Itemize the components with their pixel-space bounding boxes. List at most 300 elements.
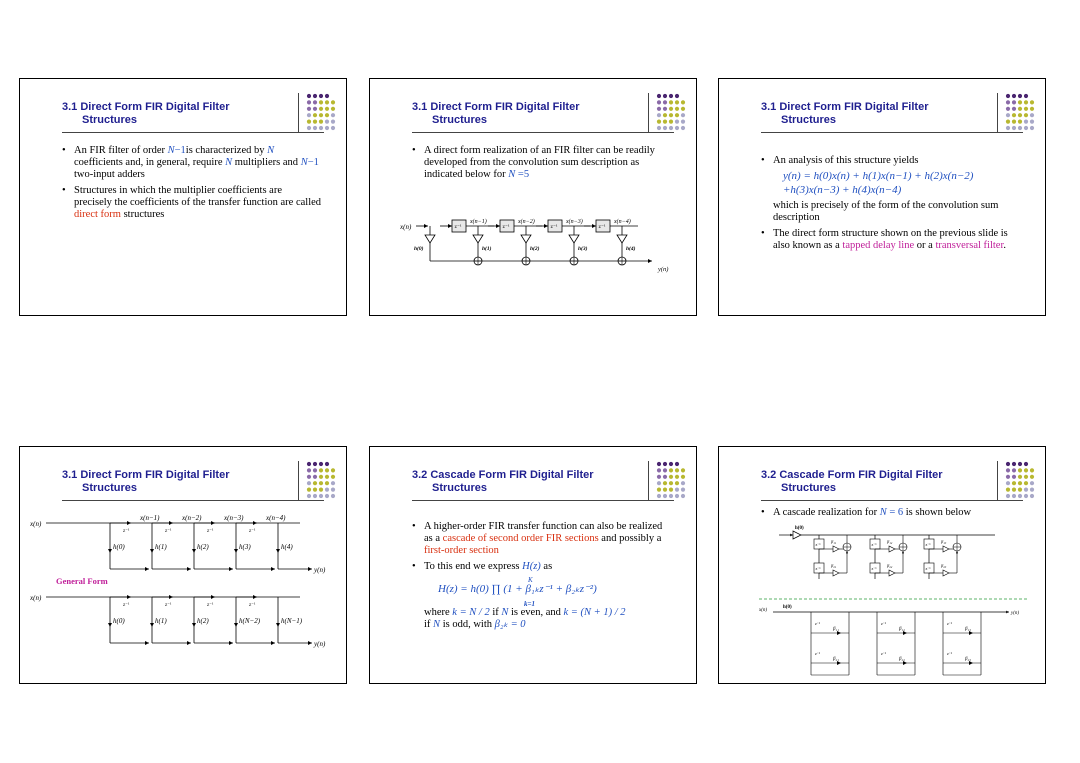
logo-dot xyxy=(307,100,311,104)
logo-dot xyxy=(1012,462,1016,466)
logo-dot xyxy=(307,488,311,492)
logo-dot xyxy=(1024,107,1028,111)
logo-dot xyxy=(1018,107,1022,111)
logo-dot xyxy=(1012,94,1016,98)
output-label: y(n) xyxy=(1011,611,1020,616)
multiplier-arrow xyxy=(234,549,238,553)
tap-label: x(n−4) xyxy=(614,219,631,225)
slide-body xyxy=(759,507,1021,523)
logo-dot xyxy=(331,475,335,479)
logo-dot xyxy=(313,126,317,130)
logo-dot xyxy=(1024,468,1028,472)
slide-title xyxy=(412,469,632,495)
logo-dot xyxy=(313,100,317,104)
bullet-1: • A cascade realization for N = 6 is shown below xyxy=(759,507,1021,519)
beta-label: β₁₃ xyxy=(941,539,947,544)
title-rule xyxy=(412,132,674,133)
explanation-text: which is precisely of the form of the convolution sum description xyxy=(773,200,999,223)
slide-body xyxy=(759,155,1021,256)
logo-dot xyxy=(313,494,317,498)
logo-dot xyxy=(1006,94,1010,98)
logo-dot xyxy=(1018,113,1022,117)
logo-dot xyxy=(325,475,329,479)
tap-label: x(n−1) xyxy=(140,514,160,522)
logo-dot xyxy=(1012,494,1016,498)
logo-dot xyxy=(675,120,679,124)
delay-label: z⁻¹ xyxy=(881,651,887,656)
logo-dot xyxy=(325,126,329,130)
logo-dot xyxy=(1024,113,1028,117)
bullet-1: • An analysis of this structure yields xyxy=(759,155,1021,167)
slide-title xyxy=(412,101,632,127)
logo-dot xyxy=(313,94,317,98)
delay-label: z⁻¹ xyxy=(925,542,931,547)
equation-line-1: y(n) = h(0)x(n) + h(1)x(n−1) + h(2)x(n−2) xyxy=(783,170,974,182)
multiplier-arrow xyxy=(192,623,196,627)
direct-form-diagram xyxy=(400,205,680,275)
logo-dot xyxy=(325,494,329,498)
logo-dot xyxy=(669,107,673,111)
logo-dot xyxy=(669,481,673,485)
title-line-2: Structures xyxy=(432,114,488,126)
logo-dot xyxy=(1030,107,1034,111)
logo-dot xyxy=(663,107,667,111)
logo-dot xyxy=(669,462,673,466)
logo-dots xyxy=(1005,93,1039,133)
logo-dot xyxy=(1024,488,1028,492)
logo-dot xyxy=(1024,494,1028,498)
logo-dot xyxy=(319,126,323,130)
logo-dots xyxy=(306,461,340,501)
logo-dot xyxy=(319,120,323,124)
logo-dot xyxy=(657,120,661,124)
logo-dot xyxy=(1018,468,1022,472)
delay-label: z⁻¹ xyxy=(815,566,821,571)
logo-dot xyxy=(663,494,667,498)
logo-dot xyxy=(675,113,679,117)
multiplier-triangle xyxy=(521,235,531,243)
logo-dot xyxy=(657,94,661,98)
logo-dot xyxy=(1006,488,1010,492)
logo-dot xyxy=(313,475,317,479)
delay-label: z⁻¹ xyxy=(502,224,510,230)
bullet-1: • A direct form realization of an FIR filter can be readily developed from the convolution sum description as indicated below for N =5 xyxy=(410,145,672,181)
logo-dot xyxy=(1018,126,1022,130)
logo-dot xyxy=(325,462,329,466)
coefficient-label: h(N−1) xyxy=(281,617,303,625)
product-equation xyxy=(438,577,672,607)
logo-dot xyxy=(1024,475,1028,479)
logo-dot xyxy=(1030,468,1034,472)
eq-upper-limit: K xyxy=(528,576,533,584)
delay-label: z⁻¹ xyxy=(815,621,821,626)
logo-dot xyxy=(319,468,323,472)
logo-dot xyxy=(307,475,311,479)
coefficient-label: h(0) xyxy=(414,246,424,252)
logo-dot xyxy=(669,113,673,117)
logo-dot xyxy=(1006,120,1010,124)
beta-label: β₂₁ xyxy=(833,657,839,662)
input-label: x(n) xyxy=(400,223,412,231)
bullet-2: • To this end we express H(z) as xyxy=(410,561,672,573)
gain-triangle xyxy=(793,531,801,539)
logo-dot xyxy=(1024,481,1028,485)
beta-triangle xyxy=(943,546,949,552)
where-line-1: where k = N / 2 if N is even, and k = (N + 1) / 2 xyxy=(424,607,626,618)
logo-dots xyxy=(1005,461,1039,501)
logo-dots xyxy=(306,93,340,133)
title-line-1: 3.2 Cascade Form FIR Digital Filter xyxy=(412,469,594,481)
bullet-1: • A higher-order FIR transfer function can also be realized as a cascade of second order FIR sections and possibly a first-order section xyxy=(410,521,672,557)
coefficient-label: h(1) xyxy=(482,246,492,252)
eq-lower-limit: k=1 xyxy=(524,600,535,608)
logo-dot xyxy=(319,94,323,98)
coefficient-label: h(2) xyxy=(197,543,209,551)
slide-1[interactable] xyxy=(19,78,347,316)
logo-dot xyxy=(663,120,667,124)
logo-dot xyxy=(663,468,667,472)
delay-label: z⁻¹ xyxy=(871,542,877,547)
logo-dot xyxy=(1018,475,1022,479)
header-divider xyxy=(997,461,998,501)
output-label: y(n) xyxy=(658,266,669,273)
logo-dot xyxy=(331,494,335,498)
logo-dot xyxy=(1012,100,1016,104)
logo-dot xyxy=(307,494,311,498)
beta-label: β₂₁ xyxy=(831,563,837,568)
logo-dot xyxy=(1024,462,1028,466)
logo-dot xyxy=(307,120,311,124)
logo-dot xyxy=(307,107,311,111)
multiplier-arrow xyxy=(234,623,238,627)
logo-dot xyxy=(331,468,335,472)
logo-dot xyxy=(669,494,673,498)
cascade-diagram xyxy=(759,523,1029,681)
logo-dot xyxy=(319,107,323,111)
logo-dot xyxy=(319,488,323,492)
title-rule xyxy=(62,132,324,133)
logo-dot xyxy=(1012,120,1016,124)
beta-triangle xyxy=(943,570,949,576)
beta-triangle xyxy=(833,570,839,576)
logo-dot xyxy=(669,126,673,130)
logo-dot xyxy=(681,488,685,492)
logo-dot xyxy=(675,462,679,466)
input-label: x(n) xyxy=(30,520,42,528)
coefficient-label: h(3) xyxy=(239,543,251,551)
title-line-2: Structures xyxy=(781,482,837,494)
logo-dot xyxy=(325,107,329,111)
coefficient-label: h(4) xyxy=(626,246,636,252)
slide-5[interactable] xyxy=(369,446,697,684)
logo-dot xyxy=(681,113,685,117)
logo-dot xyxy=(669,468,673,472)
logo-dot xyxy=(657,107,661,111)
tap-label: x(n−3) xyxy=(566,219,583,225)
logo-dot xyxy=(319,475,323,479)
logo-dot xyxy=(1012,488,1016,492)
logo-dot xyxy=(663,100,667,104)
header-divider xyxy=(298,461,299,501)
logo-dot xyxy=(331,120,335,124)
multiplier-triangle xyxy=(569,235,579,243)
logo-dot xyxy=(1006,475,1010,479)
tap-label: x(n−4) xyxy=(266,514,286,522)
title-line-2: Structures xyxy=(432,482,488,494)
multiplier-arrow xyxy=(150,549,154,553)
logo-dot xyxy=(313,107,317,111)
multiplier-arrow xyxy=(276,623,280,627)
logo-dot xyxy=(1012,475,1016,479)
multiplier-arrow xyxy=(276,549,280,553)
logo-dot xyxy=(313,462,317,466)
tap-label: x(n−2) xyxy=(182,514,202,522)
delay-label: z⁻¹ xyxy=(165,529,172,534)
delay-label: z⁻¹ xyxy=(454,224,462,230)
logo-dot xyxy=(657,113,661,117)
logo-dot xyxy=(657,100,661,104)
logo-dot xyxy=(1030,126,1034,130)
title-line-1: 3.2 Cascade Form FIR Digital Filter xyxy=(761,469,943,481)
h0-label: h(0) xyxy=(783,605,792,610)
logo-dot xyxy=(319,462,323,466)
logo-dot xyxy=(1018,494,1022,498)
header-divider xyxy=(648,93,649,133)
title-rule xyxy=(412,500,674,501)
slide-6[interactable] xyxy=(718,446,1046,684)
delay-label: z⁻¹ xyxy=(249,529,256,534)
slide-title xyxy=(62,469,282,495)
delay-label: z⁻¹ xyxy=(207,603,214,608)
general-form-label: General Form xyxy=(56,576,108,586)
header-divider xyxy=(648,461,649,501)
logo-dot xyxy=(681,481,685,485)
delay-label: z⁻¹ xyxy=(815,542,821,547)
coefficient-label: h(N−2) xyxy=(239,617,261,625)
slide-body xyxy=(410,145,672,185)
beta-label: β₁₁ xyxy=(833,627,839,632)
logo-dot xyxy=(325,481,329,485)
logo-dot xyxy=(681,120,685,124)
logo-dot xyxy=(307,468,311,472)
equation-line-2: +h(3)x(n−3) + h(4)x(n−4) xyxy=(783,184,902,196)
logo-dot xyxy=(675,107,679,111)
delay-label: z⁻¹ xyxy=(550,224,558,230)
tap-label: x(n−3) xyxy=(224,514,244,522)
logo-dot xyxy=(681,475,685,479)
logo-dot xyxy=(1018,462,1022,466)
delay-label: z⁻¹ xyxy=(598,224,606,230)
logo-dot xyxy=(1024,126,1028,130)
logo-dot xyxy=(325,100,329,104)
delay-label: z⁻¹ xyxy=(123,603,130,608)
logo-dot xyxy=(663,126,667,130)
logo-dot xyxy=(1006,462,1010,466)
title-rule xyxy=(761,500,1023,501)
header-divider xyxy=(298,93,299,133)
logo-dot xyxy=(1024,100,1028,104)
logo-dot xyxy=(307,113,311,117)
logo-dot xyxy=(663,488,667,492)
beta-label: β₂₃ xyxy=(965,657,971,662)
logo-dot xyxy=(331,126,335,130)
bullet-1: • An FIR filter of order N−1is characterized by N coefficients and, in general, require N multipliers and N−1 two-input adders xyxy=(60,145,322,181)
logo-dot xyxy=(1030,100,1034,104)
logo-dot xyxy=(313,488,317,492)
logo-dot xyxy=(669,100,673,104)
logo-dot xyxy=(313,468,317,472)
logo-dot xyxy=(307,94,311,98)
title-line-2: Structures xyxy=(82,114,138,126)
title-line-1: 3.1 Direct Form FIR Digital Filter xyxy=(62,101,230,113)
logo-dot xyxy=(307,462,311,466)
delay-label: z⁻¹ xyxy=(165,603,172,608)
cascade-equation: H(z) = h(0) ∏ (1 + β₁ₖz⁻¹ + β₂ₖz⁻²) xyxy=(438,583,597,595)
coefficient-label: h(1) xyxy=(155,543,167,551)
beta-label: β₁₁ xyxy=(831,539,837,544)
beta-label: β₁₂ xyxy=(887,539,893,544)
logo-dots xyxy=(656,461,690,501)
logo-dot xyxy=(1030,494,1034,498)
logo-dot xyxy=(313,120,317,124)
logo-dot xyxy=(325,113,329,117)
coefficient-label: h(4) xyxy=(281,543,293,551)
beta-label: β₁₃ xyxy=(965,627,971,632)
logo-dot xyxy=(663,481,667,485)
logo-dot xyxy=(325,94,329,98)
where-line-2: if N is odd, with β₂ₖ = 0 xyxy=(424,619,526,630)
h0-label: h(0) xyxy=(795,526,804,531)
beta-label: β₂₃ xyxy=(941,563,947,568)
logo-dot xyxy=(319,100,323,104)
logo-dot xyxy=(669,488,673,492)
logo-dot xyxy=(675,475,679,479)
title-rule xyxy=(62,500,324,501)
logo-dot xyxy=(663,475,667,479)
coefficient-label: h(0) xyxy=(113,617,125,625)
logo-dot xyxy=(657,462,661,466)
multiplier-triangle xyxy=(617,235,627,243)
logo-dot xyxy=(1018,488,1022,492)
logo-dot xyxy=(657,488,661,492)
logo-dot xyxy=(669,94,673,98)
tap-label: x(n−1) xyxy=(470,219,487,225)
logo-dot xyxy=(1018,94,1022,98)
logo-dot xyxy=(325,468,329,472)
logo-dot xyxy=(313,113,317,117)
header-divider xyxy=(997,93,998,133)
title-line-1: 3.1 Direct Form FIR Digital Filter xyxy=(412,101,580,113)
logo-dot xyxy=(657,494,661,498)
logo-dot xyxy=(1006,113,1010,117)
logo-dot xyxy=(681,107,685,111)
logo-dot xyxy=(319,481,323,485)
logo-dots xyxy=(656,93,690,133)
logo-dot xyxy=(675,100,679,104)
title-line-2: Structures xyxy=(82,482,138,494)
logo-dot xyxy=(331,481,335,485)
logo-dot xyxy=(325,120,329,124)
beta-triangle xyxy=(833,546,839,552)
delay-label: z⁻¹ xyxy=(871,566,877,571)
logo-dot xyxy=(307,126,311,130)
logo-dot xyxy=(675,494,679,498)
tap-label: x(n−2) xyxy=(518,219,535,225)
multiplier-arrow xyxy=(108,623,112,627)
logo-dot xyxy=(1012,468,1016,472)
logo-dot xyxy=(1006,126,1010,130)
slide-3[interactable] xyxy=(718,78,1046,316)
delay-label: z⁻¹ xyxy=(925,566,931,571)
slide-2[interactable] xyxy=(369,78,697,316)
title-line-1: 3.1 Direct Form FIR Digital Filter xyxy=(761,101,929,113)
coefficient-label: h(3) xyxy=(578,246,588,252)
logo-dot xyxy=(669,120,673,124)
logo-dot xyxy=(1030,475,1034,479)
logo-dot xyxy=(1006,481,1010,485)
logo-dot xyxy=(675,481,679,485)
delay-label: z⁻¹ xyxy=(881,621,887,626)
logo-dot xyxy=(663,462,667,466)
slide-title xyxy=(62,101,282,127)
bullet-2: • The direct form structure shown on the previous slide is also known as a tapped delay line or a transversal filter. xyxy=(759,228,1021,252)
coefficient-label: h(0) xyxy=(113,543,125,551)
delay-label: z⁻¹ xyxy=(947,621,953,626)
logo-dot xyxy=(657,481,661,485)
input-label: x(n) xyxy=(30,594,42,602)
coefficient-label: h(2) xyxy=(530,246,540,252)
slide-body xyxy=(410,521,672,631)
logo-dot xyxy=(1012,126,1016,130)
multiplier-triangle xyxy=(425,235,435,243)
logo-dot xyxy=(319,113,323,117)
logo-dot xyxy=(1012,107,1016,111)
logo-dot xyxy=(663,94,667,98)
multiplier-arrow xyxy=(192,549,196,553)
title-line-1: 3.1 Direct Form FIR Digital Filter xyxy=(62,469,230,481)
logo-dot xyxy=(313,481,317,485)
logo-dot xyxy=(1012,113,1016,117)
logo-dot xyxy=(331,107,335,111)
tapped-delay-diagrams xyxy=(30,511,340,677)
delay-label: z⁻¹ xyxy=(815,651,821,656)
beta-triangle xyxy=(889,570,895,576)
beta-triangle xyxy=(889,546,895,552)
slide-body xyxy=(60,145,322,225)
multiplier-arrow xyxy=(108,549,112,553)
logo-dot xyxy=(331,488,335,492)
title-rule xyxy=(761,132,1023,133)
title-line-2: Structures xyxy=(781,114,837,126)
delay-label: z⁻¹ xyxy=(249,603,256,608)
logo-dot xyxy=(663,113,667,117)
logo-dot xyxy=(325,488,329,492)
logo-dot xyxy=(1012,481,1016,485)
slide-title xyxy=(761,101,981,127)
logo-dot xyxy=(331,113,335,117)
delay-label: z⁻¹ xyxy=(207,529,214,534)
logo-dot xyxy=(1018,100,1022,104)
logo-dot xyxy=(657,475,661,479)
multiplier-arrow xyxy=(150,623,154,627)
logo-dot xyxy=(1018,481,1022,485)
logo-dot xyxy=(675,468,679,472)
logo-dot xyxy=(1006,100,1010,104)
logo-dot xyxy=(1018,120,1022,124)
logo-dot xyxy=(669,475,673,479)
slide-4[interactable] xyxy=(19,446,347,684)
logo-dot xyxy=(1006,494,1010,498)
